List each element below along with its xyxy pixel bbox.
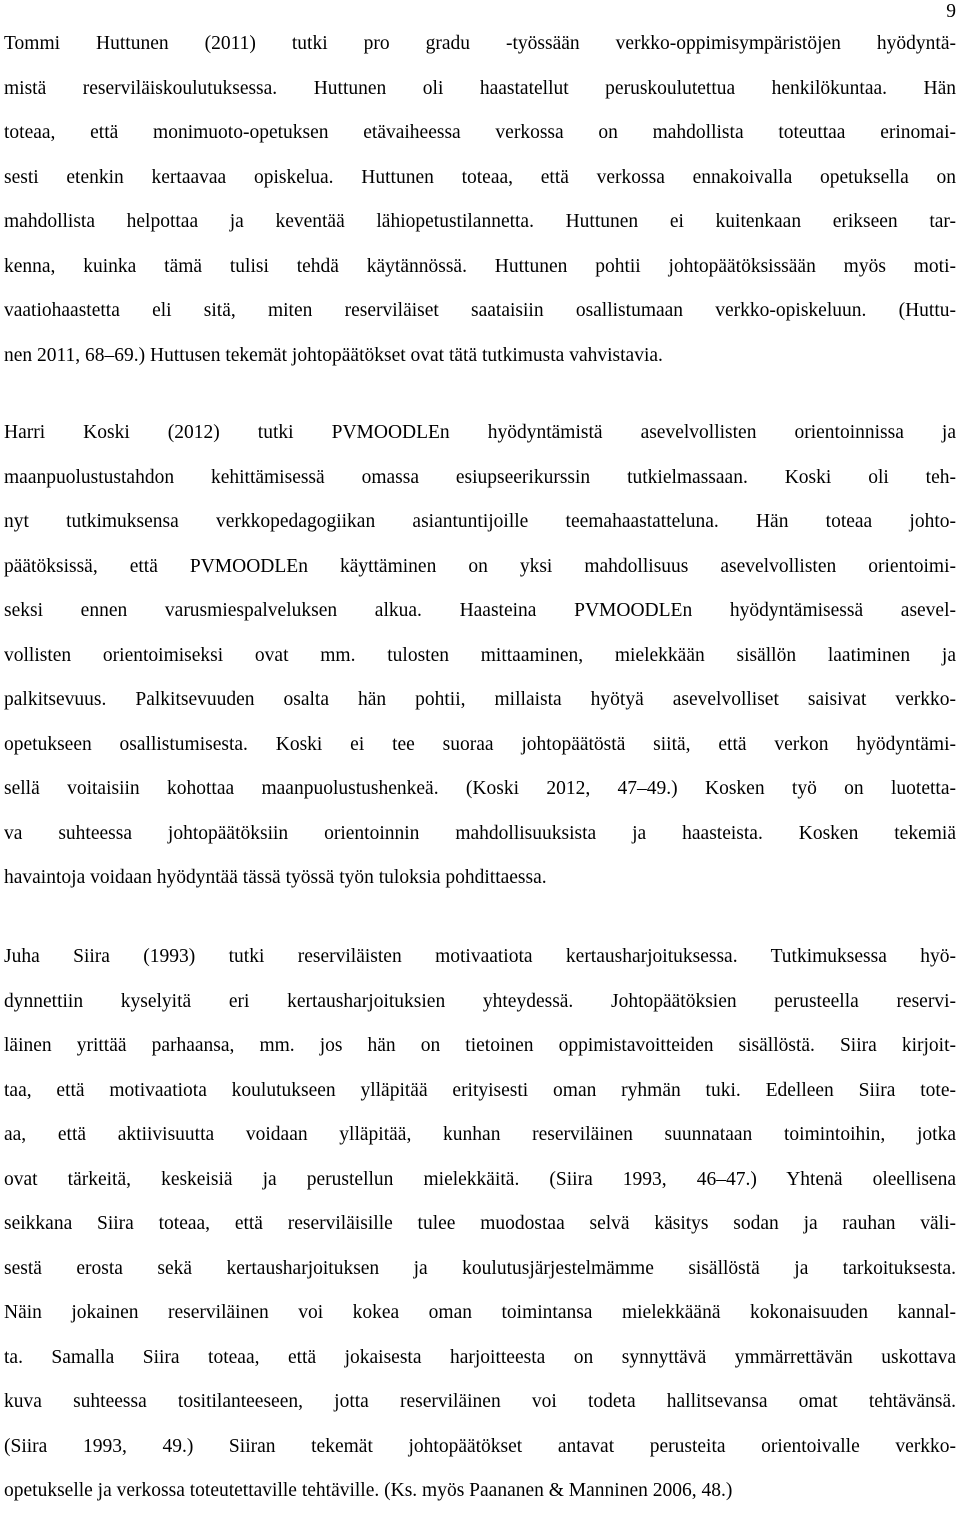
text-line: opetukselle ja verkossa toteutettaville tehtäville. (Ks. myös Paananen & Manninen 2006, 48.) <box>4 1480 733 1501</box>
text-line: läinen yrittää parhaansa, mm. jos hän on tietoinen oppimistavoitteiden sisällöstä. Siira kirjoit- <box>4 1035 956 1056</box>
text-line: seksi ennen varusmiespalveluksen alkua. Haasteina PVMOODLEn hyödyntämisessä asevel- <box>4 600 956 621</box>
text-line: (Siira 1993, 49.) Siiran tekemät johtopäätökset antavat perusteita orientoivalle verkko- <box>4 1435 956 1457</box>
text-line: ovat tärkeitä, keskeisiä ja perustellun mielekkäitä. (Siira 1993, 46–47.) Yhtenä oleellisena <box>4 1168 956 1190</box>
text-line: mistä reserviläiskoulutuksessa. Huttunen oli haastatellut peruskoulutettua henkilökuntaa. Hän <box>4 77 956 99</box>
text-line: sesti etenkin kertaavaa opiskelua. Huttunen toteaa, että verkossa ennakoivalla opetuksella on <box>4 166 956 188</box>
text-line: sellä voitaisiin kohottaa maanpuolustushenkeä. (Koski 2012, 47–49.) Kosken työ on luotetta- <box>4 778 956 799</box>
text-line: sestä erosta sekä kertausharjoituksen ja koulutusjärjestelmämme sisällöstä ja tarkoituksesta. <box>4 1257 956 1279</box>
text-line: kuva suhteessa tositilanteeseen, jotta reserviläinen voi todeta hallitsevansa omat tehtävänsä. <box>4 1391 956 1412</box>
text-line: havaintoja voidaan hyödyntää tässä työssä työn tuloksia pohdittaessa. <box>4 867 547 888</box>
text-line: dynnettiin kyselyitä eri kertausharjoituksien yhteydessä. Johtopäätöksien perusteella reservi- <box>4 990 956 1012</box>
text-line: päätöksissä, että PVMOODLEn käyttäminen on yksi mahdollisuus asevelvollisten orientoimi- <box>4 555 956 577</box>
text-line: opetukseen osallistumisesta. Koski ei tee suoraa johtopäätöstä siitä, että verkon hyödyntämi- <box>4 733 956 755</box>
text-line: taa, että motivaatiota koulutukseen ylläpitää erityisesti oman ryhmän tuki. Edelleen Siira tote- <box>4 1079 956 1101</box>
text-line: palkitsevuus. Palkitsevuuden osalta hän pohtii, millaista hyötyä asevelvolliset saisivat verkko- <box>4 689 956 710</box>
text-line: vollisten orientoimiseksi ovat mm. tulosten mittaaminen, mielekkään sisällön laatiminen ja <box>4 644 956 666</box>
text-line: vaatiohaastetta eli sitä, miten reserviläiset saataisiin osallistumaan verkko-opiskeluun. (Huttu- <box>4 300 956 321</box>
text-line: nyt tutkimuksensa verkkopedagogiikan asiantuntijoille teemahaastatteluna. Hän toteaa johto- <box>4 511 956 532</box>
text-line: nen 2011, 68–69.) Huttusen tekemät johtopäätökset ovat tätä tutkimusta vahvistavia. <box>4 344 663 366</box>
text-line: Harri Koski (2012) tutki PVMOODLEn hyödyntämistä asevelvollisten orientoinnissa ja <box>4 422 956 443</box>
text-line: Näin jokainen reserviläinen voi kokea oman toimintansa mielekkäänä kokonaisuuden kannal- <box>4 1302 956 1323</box>
text-line: mahdollista helpottaa ja keventää lähiopetustilannetta. Huttunen ei kuitenkaan erikseen tar- <box>4 211 956 232</box>
text-line: maanpuolustustahdon kehittämisessä omassa esiupseerikurssin tutkielmassaan. Koski oli teh- <box>4 466 956 488</box>
paragraph-siira <box>4 935 956 1514</box>
paragraph-koski <box>4 411 956 901</box>
text-line: aa, että aktiivisuutta voidaan ylläpitää, kunhan reserviläinen suunnataan toimintoihin, jotka <box>4 1124 956 1145</box>
text-line: ta. Samalla Siira toteaa, että jokaisesta harjoitteesta on synnyttävä ymmärrettävän uskottava <box>4 1346 956 1368</box>
text-line: toteaa, että monimuoto-opetuksen etävaiheessa verkossa on mahdollista toteuttaa erinomai- <box>4 122 956 143</box>
text-line: Tommi Huttunen (2011) tutki pro gradu -työssään verkko-oppimisympäristöjen hyödyntä- <box>4 33 956 54</box>
text-line: va suhteessa johtopäätöksiin orientoinnin mahdollisuuksista ja haasteista. Kosken tekemiä <box>4 822 956 844</box>
paragraph-huttunen <box>4 22 956 378</box>
text-line: kenna, kuinka tämä tulisi tehdä käytännössä. Huttunen pohtii johtopäätöksissään myös moti- <box>4 255 956 277</box>
page-number: 9 <box>946 1 956 22</box>
text-line: seikkana Siira toteaa, että reserviläisille tulee muodostaa selvä käsitys sodan ja rauhan väli- <box>4 1213 956 1234</box>
text-line: Juha Siira (1993) tutki reserviläisten motivaatiota kertausharjoituksessa. Tutkimuksessa hyö- <box>4 946 956 967</box>
